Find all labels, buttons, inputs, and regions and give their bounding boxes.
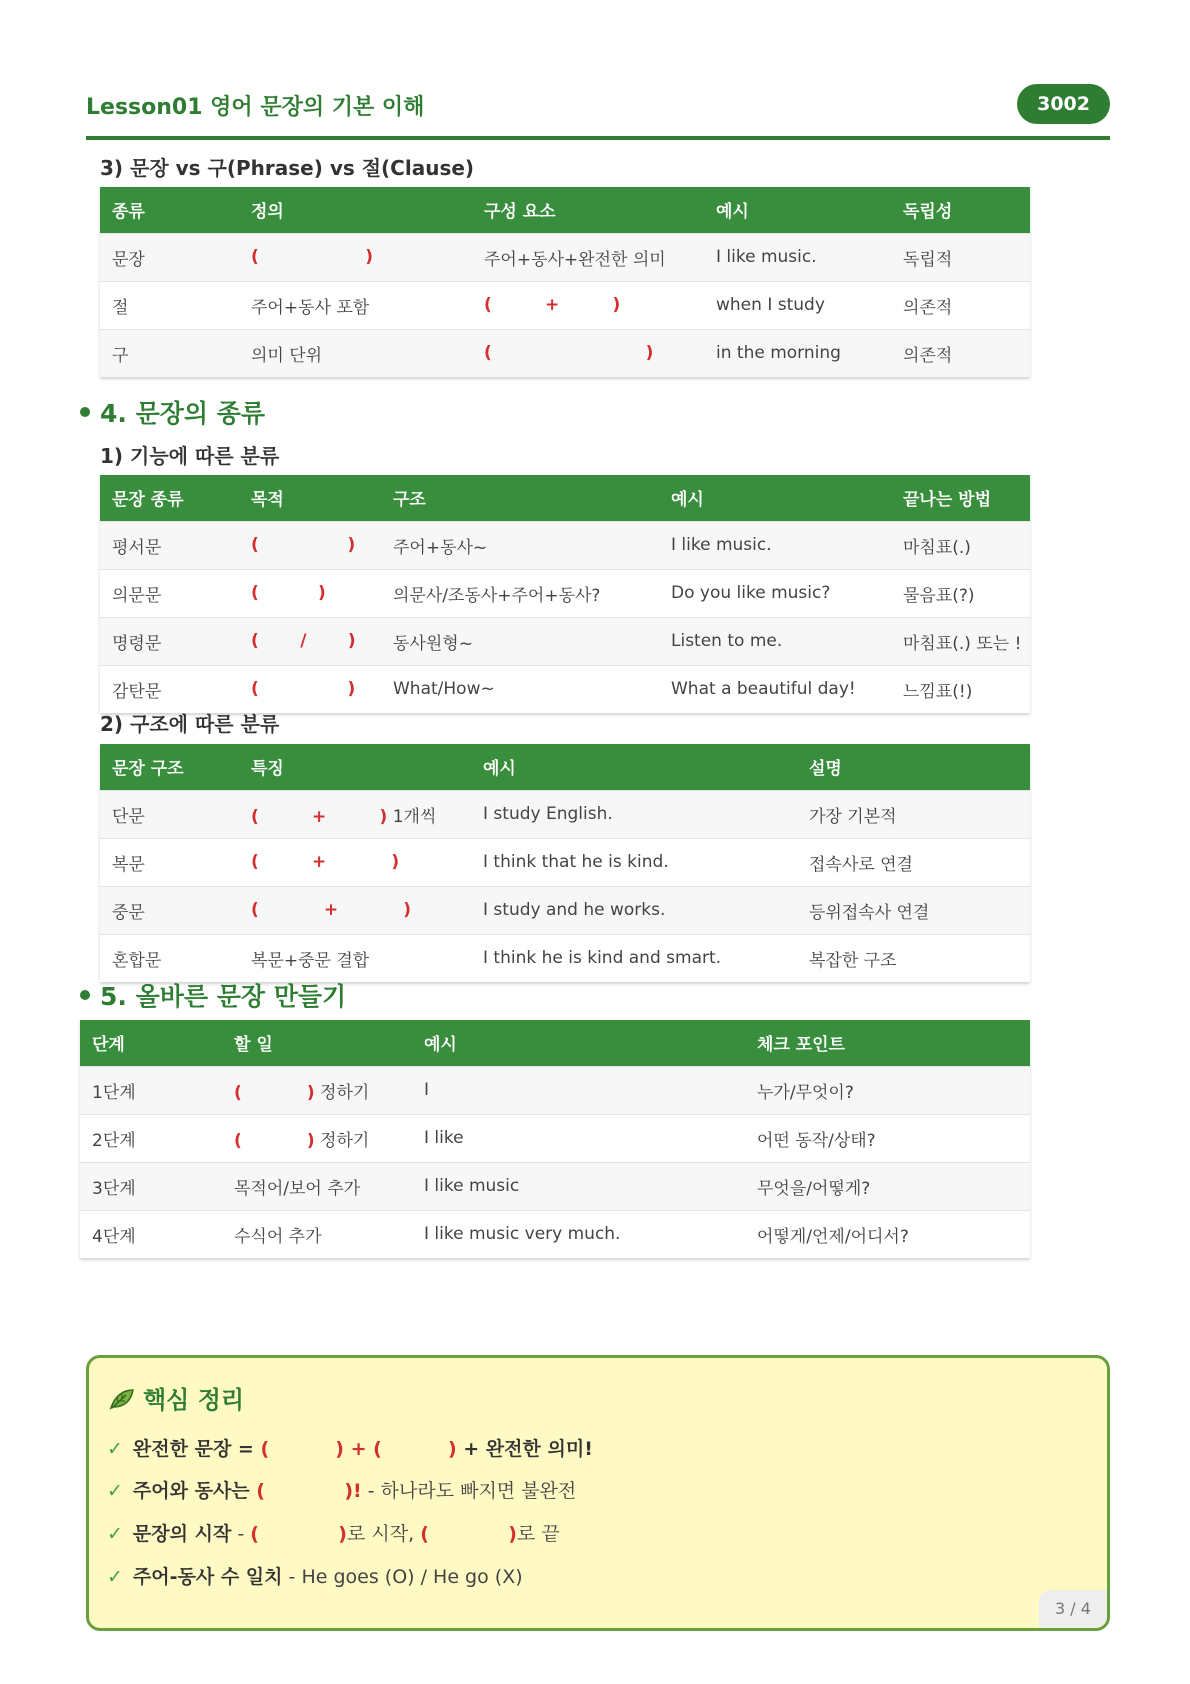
col-header: 구조 [381,475,659,521]
check-mark-icon: ✓ [107,1438,123,1460]
table-cell: 3단계 [80,1162,222,1210]
table-cell: I think he is kind and smart. [471,934,797,982]
table-cell: 감탄문 [100,665,239,713]
col-header: 끝나는 방법 [891,475,1030,521]
col-header: 예시 [412,1020,745,1066]
table-cell: 절 [100,281,239,329]
table-cell: 수식어 추가 [222,1210,412,1258]
answer-blank: ( ) [251,679,356,700]
table-row [100,665,1030,713]
table-cell: 평서문 [100,521,239,569]
lesson-header [86,84,1110,140]
answer-blank: ( ) [251,247,374,267]
sentence-phrase-clause-table [100,187,1030,377]
table-cell: 복문+중문 결합 [239,934,471,982]
table-cell: 의문문 [100,569,239,617]
section-4-subheading-1: 1) 기능에 따른 분류 [100,444,280,468]
blank-cell [239,665,381,713]
table-cell: I think that he is kind. [471,838,797,886]
table-row [80,1114,1030,1162]
table-cell: 접속사로 연결 [797,838,1030,886]
table-row [80,1162,1030,1210]
table-cell: 주어+동사+완전한 의미 [472,233,704,281]
function-classification-table [100,475,1030,713]
summary-title: 핵심 정리 [109,1380,244,1415]
table-row [100,521,1030,569]
section-3-subheading: 3) 문장 vs 구(Phrase) vs 절(Clause) [100,156,475,180]
blank-cell [222,1114,412,1162]
col-header: 목적 [239,475,381,521]
table-cell: 의존적 [891,281,1030,329]
col-header: 예시 [471,744,797,790]
table-cell: 주어+동사 포함 [239,281,472,329]
table-cell: when I study [704,281,891,329]
answer-blank: ( ) [420,1523,517,1545]
table-cell: 마침표(.) 또는 ! [891,617,1030,665]
col-header: 문장 구조 [100,744,239,790]
page-code-badge: 3002 [1017,84,1110,124]
table-cell: 무엇을/어떻게? [745,1162,1030,1210]
table-cell: 4단계 [80,1210,222,1258]
table-cell: I [412,1066,745,1114]
structure-classification-table [100,744,1030,982]
table-cell: I study English. [471,790,797,838]
blank-cell [239,233,472,281]
summary-item: ✓ 완전한 문장 = ( ) + ( ) + 완전한 의미! [107,1438,593,1460]
col-header: 문장 종류 [100,475,239,521]
blank-cell [239,521,381,569]
section-4-subheading-2: 2) 구조에 따른 분류 [100,712,280,736]
table-row [100,934,1030,982]
answer-blank: ( ) [484,343,654,364]
table-cell: 혼합문 [100,934,239,982]
table-cell: I like music. [659,521,891,569]
answer-blank: ( + ) [251,900,411,920]
table-cell: 물음표(?) [891,569,1030,617]
table-row [100,886,1030,934]
col-header: 독립성 [891,187,1030,233]
col-header: 예시 [659,475,891,521]
answer-blank: ( )! [256,1480,362,1502]
col-header: 설명 [797,744,1030,790]
table-cell: 느낌표(!) [891,665,1030,713]
answer-blank: ( ) [234,1082,315,1103]
col-header: 특징 [239,744,471,790]
summary-item: ✓ 주어와 동사는 ( )! - 하나라도 빠지면 불완전 [107,1480,577,1502]
table-cell: I like [412,1114,745,1162]
check-mark-icon: ✓ [107,1480,123,1502]
table-cell: I like music very much. [412,1210,745,1258]
summary-item: ✓ 문장의 시작 - ( )로 시작, ( )로 끝 [107,1523,560,1545]
table-cell: What a beautiful day! [659,665,891,713]
bullet-dot-icon [80,990,90,1000]
check-mark-icon: ✓ [107,1523,123,1545]
answer-blank: ( ) [250,1523,347,1545]
section-4-heading: 4. 문장의 종류 [80,394,265,430]
cell-suffix: 1개씩 [392,806,437,827]
table-cell: 복문 [100,838,239,886]
blank-cell [472,329,704,377]
table-cell: 어떤 동작/상태? [745,1114,1030,1162]
table-cell: 동사원형~ [381,617,659,665]
table-cell: 누가/무엇이? [745,1066,1030,1114]
col-header: 할 일 [222,1020,412,1066]
col-header: 종류 [100,187,239,233]
cell-suffix: 정하기 [314,1082,370,1103]
table-row [100,329,1030,377]
table-cell: I study and he works. [471,886,797,934]
lesson-title: Lesson01 영어 문장의 기본 이해 [86,95,425,120]
table-cell: 문장 [100,233,239,281]
table-cell: 구 [100,329,239,377]
summary-item: ✓ 주어-동사 수 일치 - He goes (O) / He go (X) [107,1566,523,1588]
table-row [100,281,1030,329]
table-cell: 가장 기본적 [797,790,1030,838]
table-cell: 주어+동사~ [381,521,659,569]
answer-blank: ( + ) [251,806,388,827]
col-header: 정의 [239,187,472,233]
table-cell: I like music [412,1162,745,1210]
col-header: 구성 요소 [472,187,704,233]
blank-cell [239,838,471,886]
table-cell: I like music. [704,233,891,281]
table-row [100,838,1030,886]
answer-blank: ( ) + ( ) [260,1438,457,1460]
check-mark-icon: ✓ [107,1566,123,1588]
table-row [100,617,1030,665]
table-cell: 중문 [100,886,239,934]
table-cell: 목적어/보어 추가 [222,1162,412,1210]
answer-blank: ( ) [251,535,356,555]
table-cell: 의미 단위 [239,329,472,377]
blank-cell [239,569,381,617]
table-cell: 마침표(.) [891,521,1030,569]
table-row [100,790,1030,838]
key-summary-box [86,1355,1110,1631]
blank-cell [239,886,471,934]
table-cell: 어떻게/언제/어디서? [745,1210,1030,1258]
blank-cell [239,617,381,665]
cell-suffix: 정하기 [314,1130,370,1151]
answer-blank: ( ) [234,1130,315,1151]
leaf-icon [109,1388,135,1410]
blank-cell [472,281,704,329]
table-cell: 복잡한 구조 [797,934,1030,982]
table-row [80,1210,1030,1258]
table-cell: 의문사/조동사+주어+동사? [381,569,659,617]
table-cell: 2단계 [80,1114,222,1162]
section-5-heading: 5. 올바른 문장 만들기 [80,977,346,1013]
table-cell: 명령문 [100,617,239,665]
sentence-building-steps-table [80,1020,1030,1258]
page-number: 3 / 4 [1039,1590,1107,1628]
blank-cell [222,1066,412,1114]
table-cell: 등위접속사 연결 [797,886,1030,934]
table-row [100,569,1030,617]
table-row [80,1066,1030,1114]
table-cell: Do you like music? [659,569,891,617]
table-cell: What/How~ [381,665,659,713]
blank-cell [239,790,471,838]
table-cell: Listen to me. [659,617,891,665]
answer-blank: ( ) [251,583,326,603]
col-header: 예시 [704,187,891,233]
table-cell: 독립적 [891,233,1030,281]
table-row [100,233,1030,281]
bullet-dot-icon [80,407,90,417]
table-cell: 의존적 [891,329,1030,377]
table-cell: 단문 [100,790,239,838]
table-cell: in the morning [704,329,891,377]
table-cell: 1단계 [80,1066,222,1114]
col-header: 체크 포인트 [745,1020,1030,1066]
answer-blank: ( + ) [251,852,400,872]
answer-blank: ( + ) [484,295,621,315]
col-header: 단계 [80,1020,222,1066]
answer-blank: ( / ) [251,631,356,651]
